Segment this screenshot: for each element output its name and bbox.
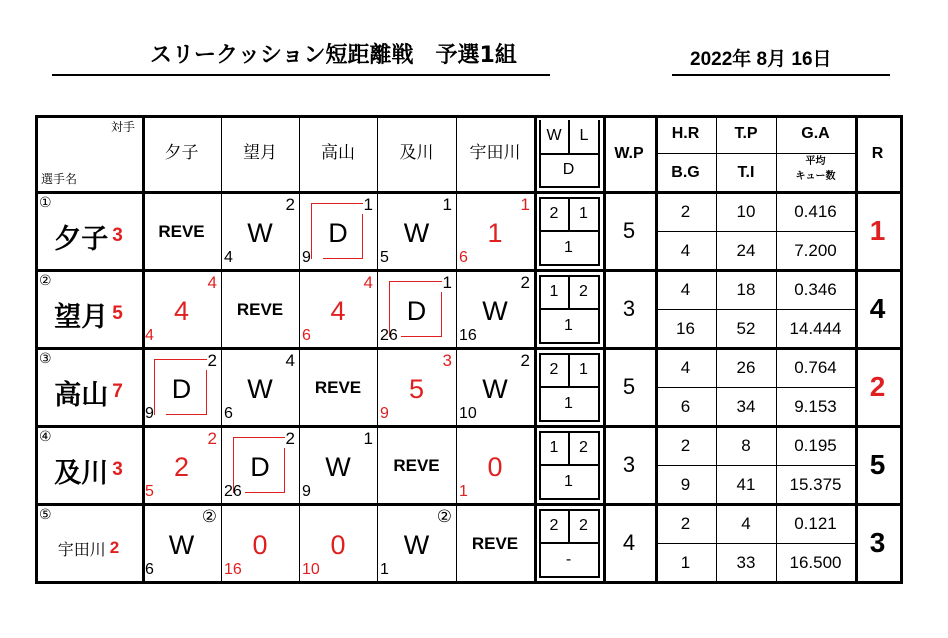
match-result-num: 2 <box>173 451 190 482</box>
match-score-top: 3 <box>442 350 452 370</box>
average-cues: 7.200 <box>794 241 837 260</box>
wld-box-bottom <box>539 420 600 422</box>
draws-count: 1 <box>564 238 573 256</box>
match-innings-bottom: 5 <box>145 483 154 500</box>
match-innings-bottom: 16 <box>224 561 242 578</box>
match-score-top: 2 <box>285 428 295 448</box>
match-innings-bottom: 26 <box>224 483 242 500</box>
wld-header-box-bottom <box>539 186 600 188</box>
high-run: 4 <box>680 358 691 377</box>
player-name-cell <box>38 206 139 266</box>
match-innings-bottom: 9 <box>302 483 311 500</box>
player-handicap: 7 <box>112 381 123 402</box>
match-result-w: W <box>325 451 351 482</box>
general-average: 0.764 <box>794 358 837 377</box>
player-name-cell <box>38 440 139 500</box>
match-score-top: 2 <box>285 194 295 214</box>
match-result-num: 1 <box>487 217 503 248</box>
high-run: 2 <box>680 436 691 455</box>
match-result-num: 0 <box>487 451 503 482</box>
match-innings-bottom: 16 <box>459 327 477 344</box>
general-average: 0.121 <box>794 514 837 533</box>
match-result-num: 5 <box>408 373 425 404</box>
total-points: 18 <box>736 280 756 299</box>
win-points: 3 <box>622 452 636 477</box>
match-score-top: 2 <box>520 350 530 370</box>
draws-count: 1 <box>564 472 573 490</box>
match-score-top: ② <box>201 506 217 526</box>
match-innings-bottom: 1 <box>380 561 389 578</box>
rank: 3 <box>869 527 886 558</box>
match-result-w: W <box>482 295 508 326</box>
player-name: 及川 <box>54 457 109 489</box>
total-innings: 41 <box>736 475 756 494</box>
player-handicap: 5 <box>112 303 123 324</box>
losses-count: 2 <box>579 438 588 456</box>
rank: 1 <box>869 215 886 246</box>
match-score-top: 4 <box>207 272 217 292</box>
total-points: 8 <box>741 436 751 455</box>
opponent-header-5: 宇田川 <box>469 143 521 163</box>
match-result-w: W <box>168 529 195 560</box>
high-run: 4 <box>680 280 691 299</box>
opponent-header-3: 高山 <box>321 143 355 163</box>
general-average: 0.346 <box>794 280 837 299</box>
wld-box-right <box>598 509 600 576</box>
player-number-marker: ② <box>39 273 52 289</box>
match-score-top: ② <box>436 506 452 526</box>
draws-count: 1 <box>564 394 573 412</box>
total-innings: 34 <box>736 397 756 416</box>
wld-box-right <box>598 197 600 264</box>
self-match-reve: REVE <box>158 221 205 241</box>
self-match-reve: REVE <box>314 377 362 397</box>
best-game: 6 <box>680 397 691 416</box>
opponent-header-4: 及川 <box>399 143 434 163</box>
self-match-reve: REVE <box>471 533 519 553</box>
header-ga-sub1: 平均 <box>805 156 826 167</box>
wld-box-bottom <box>539 498 600 500</box>
match-innings-bottom: 26 <box>380 327 398 344</box>
player-number-marker: ③ <box>39 351 52 367</box>
header-bg: B.G <box>671 163 700 181</box>
match-innings-bottom: 6 <box>302 327 311 344</box>
match-result-w: W <box>482 373 508 404</box>
total-points: 26 <box>736 358 756 377</box>
match-score-top: 1 <box>363 194 373 214</box>
self-match-reve: REVE <box>393 455 440 475</box>
wins-count: 2 <box>549 516 559 534</box>
header-tp: T.P <box>734 125 758 142</box>
player-name: 望月 <box>54 301 109 333</box>
losses-count: 2 <box>579 282 588 300</box>
best-game: 9 <box>680 475 691 494</box>
table-border-right <box>900 115 903 584</box>
match-innings-bottom: 1 <box>459 483 468 500</box>
wld-box-bottom <box>539 576 600 578</box>
wld-box-right <box>598 275 600 342</box>
win-points: 4 <box>622 530 636 555</box>
match-result-w: W <box>403 529 430 560</box>
wins-count: 2 <box>549 360 559 378</box>
match-innings-bottom: 9 <box>145 405 154 422</box>
player-name: 夕子 <box>54 223 109 255</box>
self-match-reve: REVE <box>236 299 284 319</box>
average-cues: 16.500 <box>789 553 842 572</box>
rank: 5 <box>869 449 886 480</box>
player-number-marker: ⑤ <box>39 507 52 523</box>
wld-box-bottom <box>539 264 600 266</box>
rank: 4 <box>869 293 886 324</box>
header-hr: H.R <box>671 125 700 142</box>
match-innings-bottom: 9 <box>302 249 311 266</box>
player-handicap: 3 <box>112 225 123 246</box>
win-points: 5 <box>622 374 636 399</box>
match-result-d: D <box>406 295 427 326</box>
match-score-top: 4 <box>285 350 295 370</box>
match-innings-bottom: 10 <box>302 561 320 578</box>
opponent-header-2: 望月 <box>243 143 277 163</box>
header-w: W <box>546 127 562 144</box>
average-cues: 14.444 <box>789 319 842 338</box>
wins-count: 1 <box>549 282 559 300</box>
match-result-w: W <box>403 217 430 248</box>
losses-count: 2 <box>579 516 588 534</box>
losses-count: 1 <box>579 360 588 378</box>
best-game: 4 <box>680 241 691 260</box>
wins-count: 2 <box>549 204 559 222</box>
losses-count: 1 <box>579 204 588 222</box>
player-number-marker: ① <box>39 195 52 211</box>
match-date: 2022年 8月 16日 <box>690 49 832 70</box>
match-innings-bottom: 4 <box>145 327 154 344</box>
high-run: 2 <box>680 202 691 221</box>
player-name: 宇田川 <box>57 539 106 559</box>
header-ti: T.I <box>737 163 755 181</box>
corner-opponent-label: 対手 <box>110 120 135 134</box>
player-name-cell <box>38 362 139 422</box>
header-ga: G.A <box>801 125 830 142</box>
wins-count: 1 <box>549 438 559 456</box>
total-innings: 52 <box>736 319 756 338</box>
best-game: 1 <box>680 553 691 572</box>
header-rank: R <box>871 144 884 162</box>
match-score-top: 1 <box>520 194 530 214</box>
total-points: 4 <box>741 514 751 533</box>
match-result-w: W <box>247 217 273 248</box>
player-handicap: 3 <box>112 459 123 480</box>
win-points: 5 <box>622 218 636 243</box>
match-result-num: 0 <box>330 529 346 560</box>
player-name-cell <box>38 518 139 578</box>
header-d: D <box>562 160 575 178</box>
match-innings-bottom: 4 <box>224 249 233 266</box>
header-ga-sub2: キュー数 <box>795 171 836 182</box>
match-score-top: 1 <box>442 194 452 214</box>
total-innings: 33 <box>736 553 756 572</box>
average-cues: 15.375 <box>789 475 842 494</box>
draws-count: 1 <box>564 316 573 334</box>
total-innings: 24 <box>736 241 756 260</box>
opponent-header-1: 夕子 <box>164 143 199 163</box>
high-run: 2 <box>680 514 691 533</box>
draws-count: - <box>565 550 572 568</box>
match-innings-bottom: 6 <box>459 249 468 266</box>
match-score-top: 2 <box>520 272 530 292</box>
header-wp: W.P <box>614 144 644 162</box>
match-score-top: 1 <box>363 428 373 448</box>
match-innings-bottom: 6 <box>224 405 233 422</box>
wld-box-right <box>598 353 600 420</box>
wld-box-right <box>598 431 600 498</box>
player-name: 高山 <box>54 379 109 411</box>
wld-box-bottom <box>539 342 600 344</box>
match-result-w: W <box>247 373 273 404</box>
match-result-d: D <box>250 451 270 482</box>
match-score-top: 4 <box>363 272 373 292</box>
player-number-marker: ④ <box>39 429 52 445</box>
match-result-num: 4 <box>173 295 190 326</box>
page-title: スリークッション短距離戦 予選1組 <box>150 43 517 68</box>
match-innings-bottom: 9 <box>380 405 389 422</box>
win-points: 3 <box>622 296 636 321</box>
match-result-num: 4 <box>330 295 346 326</box>
match-score-top: 2 <box>207 428 217 448</box>
rank: 2 <box>869 371 886 402</box>
match-result-d: D <box>171 373 192 404</box>
best-game: 16 <box>676 319 695 338</box>
match-score-top: 1 <box>442 272 452 292</box>
general-average: 0.416 <box>794 202 837 221</box>
match-result-num: 0 <box>252 529 268 560</box>
total-points: 10 <box>736 202 756 221</box>
match-score-top: 2 <box>207 350 217 370</box>
match-innings-bottom: 10 <box>459 405 477 422</box>
player-handicap: 2 <box>109 538 120 557</box>
match-innings-bottom: 6 <box>145 561 154 578</box>
match-result-d: D <box>328 217 348 248</box>
general-average: 0.195 <box>794 436 837 455</box>
corner-player-label: 選手名 <box>41 172 78 186</box>
match-innings-bottom: 5 <box>380 249 389 266</box>
header-l: L <box>579 127 589 144</box>
average-cues: 9.153 <box>794 397 837 416</box>
player-name-cell <box>38 284 139 344</box>
